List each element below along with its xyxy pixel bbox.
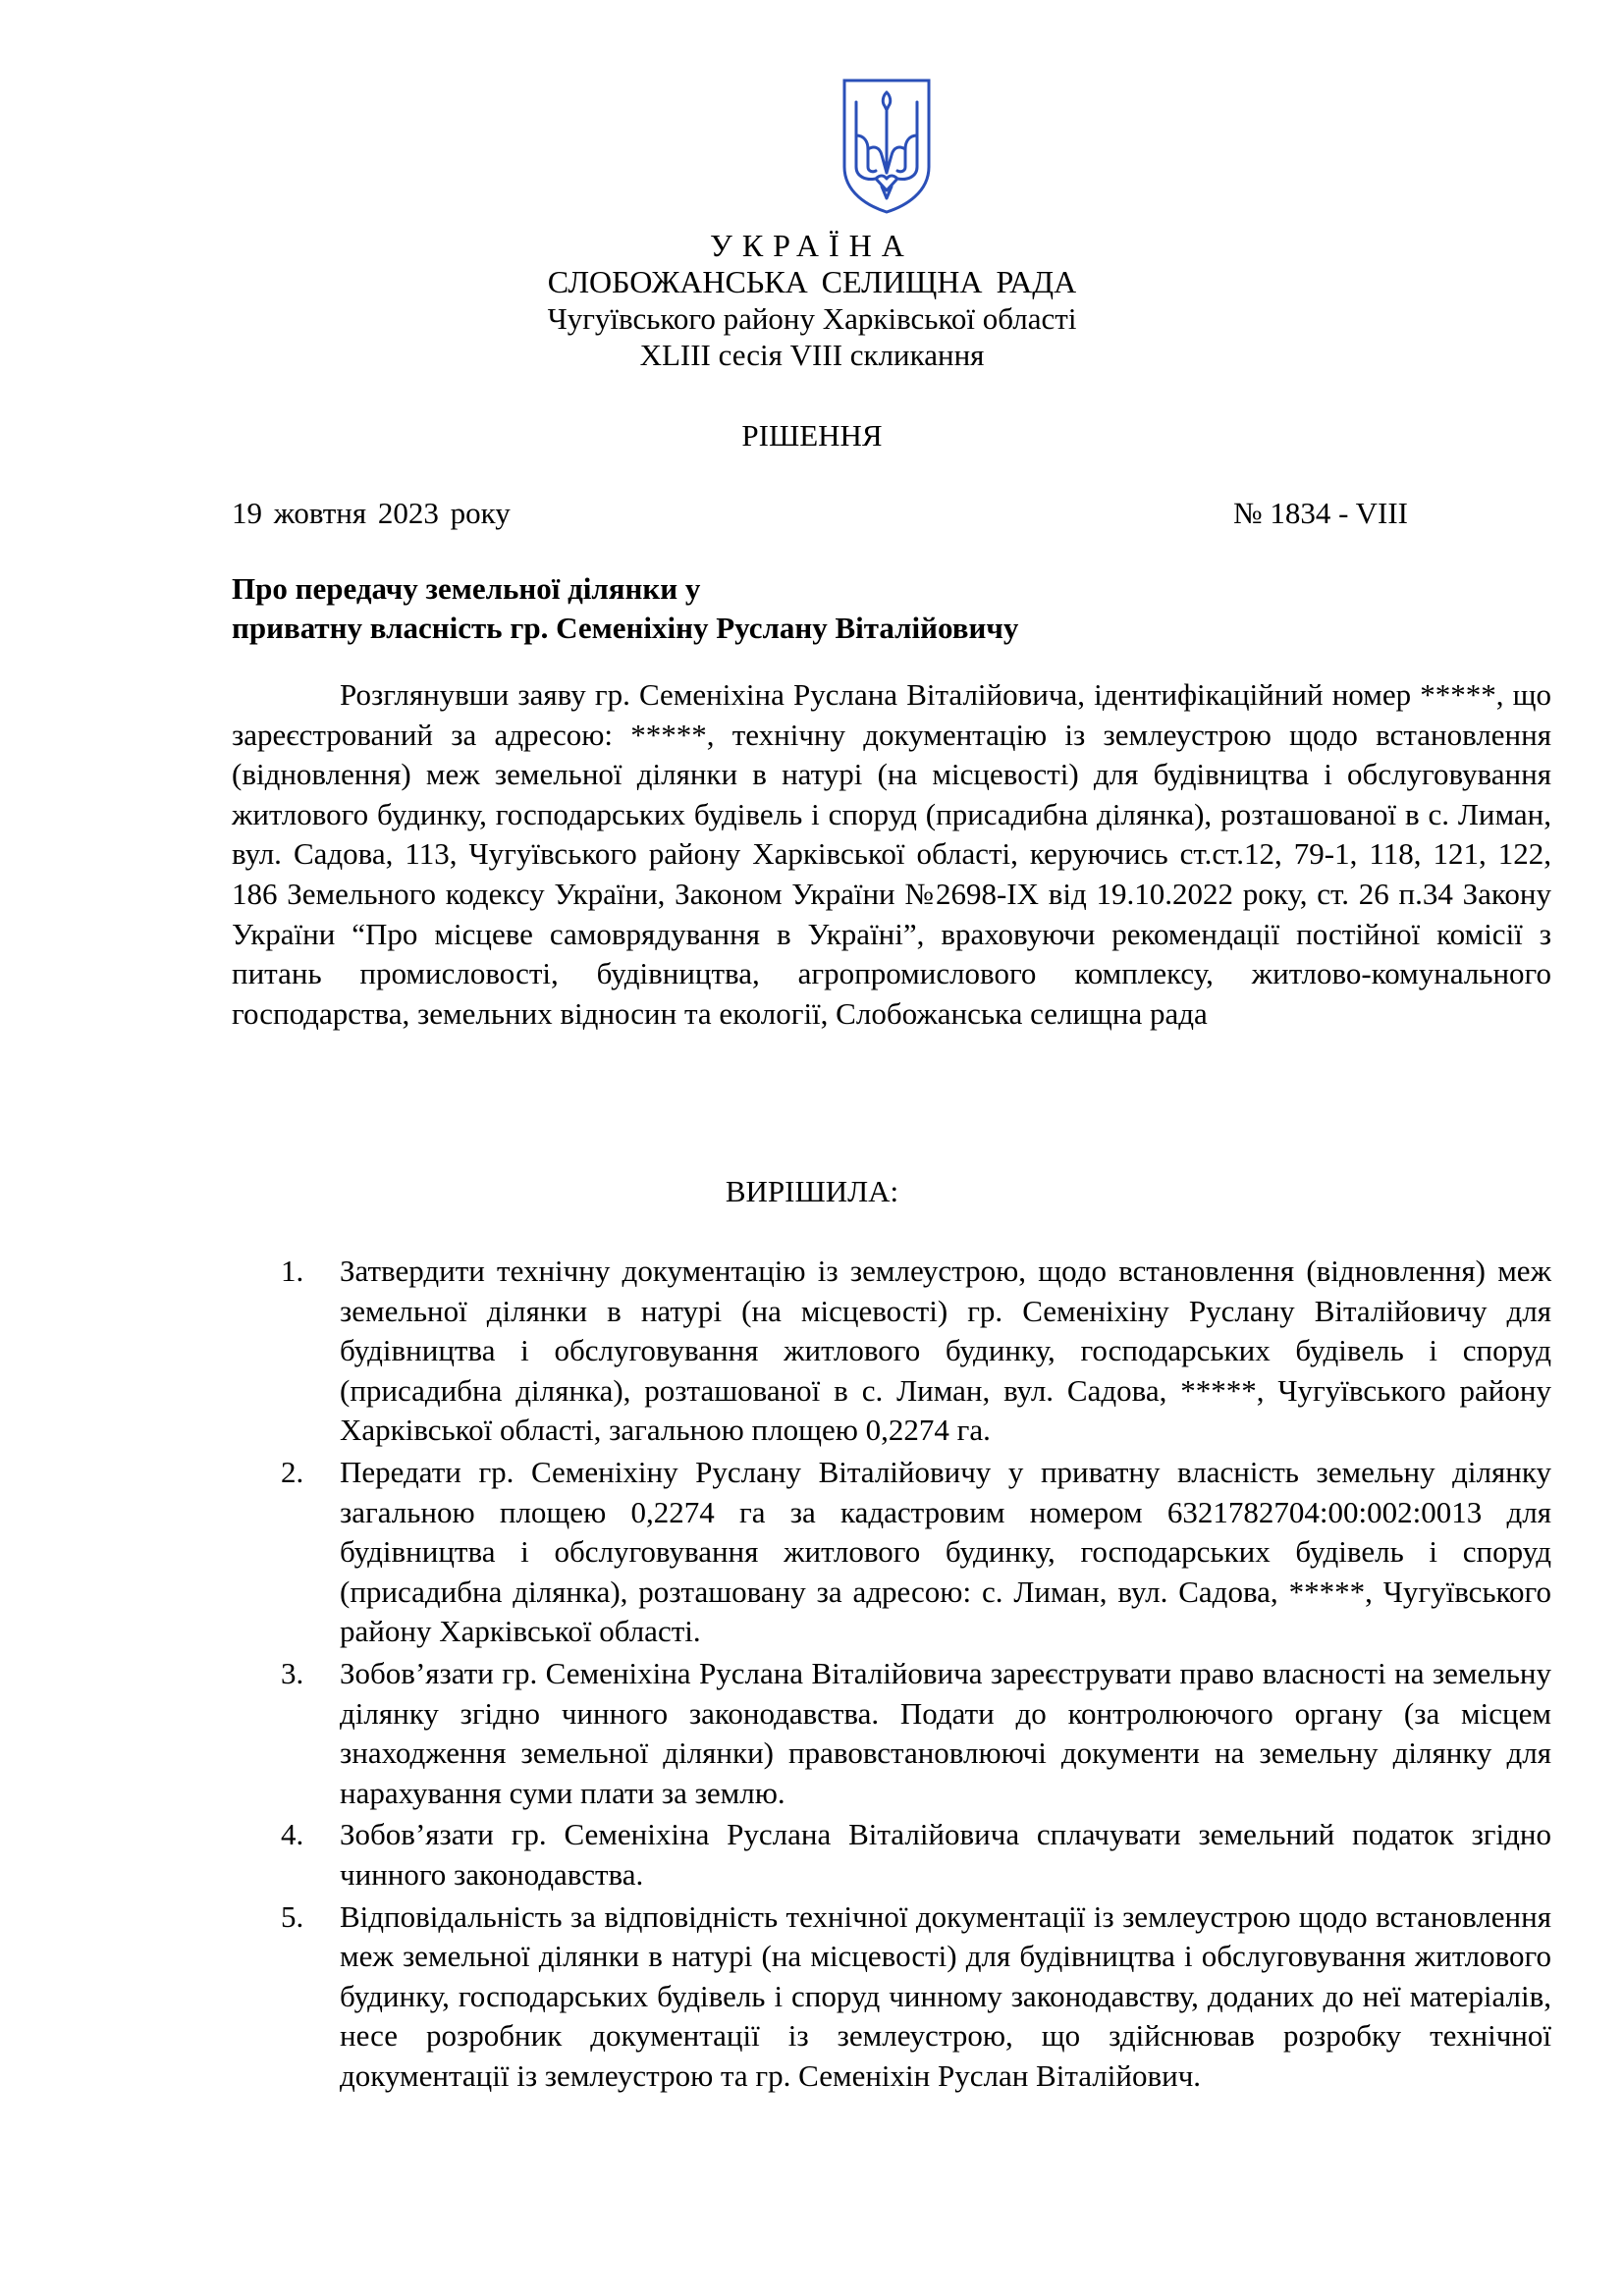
- item-text: Затвердити технічну документацію із землеустрою, щодо встановлення (відновлення) меж земельної ділянки в натурі (на місцевості) гр. Семеніхіну Руслану Віталійовичу для будівництва і обслуговування житлового будинку, господарських будівель і споруд (присадибна ділянка), розташованої в с. Лиман, вул. Садова, *****, Чугуївського району Харківської області, загальною площею 0,2274 га.: [340, 1254, 1551, 1448]
- item-number: 4.: [281, 1817, 304, 1852]
- coat-of-arms-icon: [840, 77, 933, 214]
- council-name: СЛОБОЖАНСЬКА СЕЛИЩНА РАДА: [547, 264, 1077, 299]
- document-type: РІШЕННЯ: [741, 418, 883, 453]
- item-number: 2.: [281, 1454, 304, 1489]
- item-number: 5.: [281, 1898, 304, 1934]
- decision-subject: [232, 569, 1018, 648]
- subject-line-1: Про передачу земельної ділянки у: [232, 571, 701, 606]
- country-name: УКРАЇНА: [710, 228, 914, 263]
- preamble-paragraph: Розглянувши заяву гр. Семеніхіна Руслана Віталійовича, ідентифікаційний номер *****, що зареєстрований за адресою: *****, технічну документацію із землеустрою щодо встановлення (відновлення) меж земельної ділянки в натурі (на місцевості) для будівництва і обслуговування житлового будинку, господарських будівель і споруд (присадибна ділянка), розташованої в с. Лиман, вул. Садова, 113, Чугуївського району Харківської області, керуючись ст.ст.12, 79-1, 118, 121, 122, 186 Земельного кодексу України, Законом України №2698-IX від 19.10.2022 року, ст. 26 п.34 Закону України “Про місцеве самоврядування в Україні”, враховуючи рекомендації постійної комісії з питань промисловості, будівництва, агропромислового комплексу, житлово-комунального господарства, земельних відносин та екології, Слобожанська селищна рада: [232, 677, 1551, 1031]
- decision-number: № 1834 - VIII: [1233, 496, 1408, 530]
- item-number: 3.: [281, 1655, 304, 1690]
- list-item: [232, 1252, 1551, 1451]
- decision-items: [232, 1252, 1551, 2098]
- item-text: Зобов’язати гр. Семеніхіна Руслана Віталійовича сплачувати земельний податок згідно чинного законодавства.: [340, 1817, 1551, 1892]
- item-text: Відповідальність за відповідність технічної документації із землеустрою щодо встановлення меж земельної ділянки в натурі (на місцевості) для будівництва і обслуговування житлового будинку, господарських будівель і споруд чинному законодавству, доданих до неї матеріалів, несе розробник документації із землеустрою, що здійснював розробку технічної документації із землеустрою та гр. Семеніхін Руслан Віталійович.: [340, 1898, 1551, 2093]
- item-text: Зобов’язати гр. Семеніхіна Руслана Віталійовича зареєструвати право власності на земельну ділянку згідно чинного законодавства. Подати до контролюючого органу (за місцем знаходження земельної ділянки) правовстановлюючі документи на земельну ділянку для нарахування суми плати за землю.: [340, 1655, 1551, 1810]
- district-name: Чугуївського району Харківської області: [547, 301, 1077, 336]
- list-item: [232, 1654, 1551, 1813]
- list-item: [232, 1815, 1551, 1895]
- list-item: [232, 1453, 1551, 1652]
- session-info: XLIII сесія VIII скликання: [639, 338, 985, 372]
- document-header: [0, 228, 1624, 373]
- item-text: Передати гр. Семеніхіну Руслану Віталійовичу у приватну власність земельну ділянку загальною площею 0,2274 га за кадастровим номером 6321782704:00:002:0013 для будівництва і обслуговування житлового будинку, господарських будівель і споруд (присадибна ділянка), розташовану за адресою: с. Лиман, вул. Садова, *****, Чугуївського району Харківської області.: [340, 1454, 1551, 1649]
- item-number: 1.: [281, 1254, 304, 1288]
- decision-date: 19 жовтня 2023 року: [232, 496, 511, 530]
- subject-line-2: приватну власність гр. Семеніхіну Руслану Віталійовичу: [232, 611, 1019, 645]
- decided-heading: ВИРІШИЛА:: [725, 1174, 899, 1208]
- list-item: [232, 1897, 1551, 2097]
